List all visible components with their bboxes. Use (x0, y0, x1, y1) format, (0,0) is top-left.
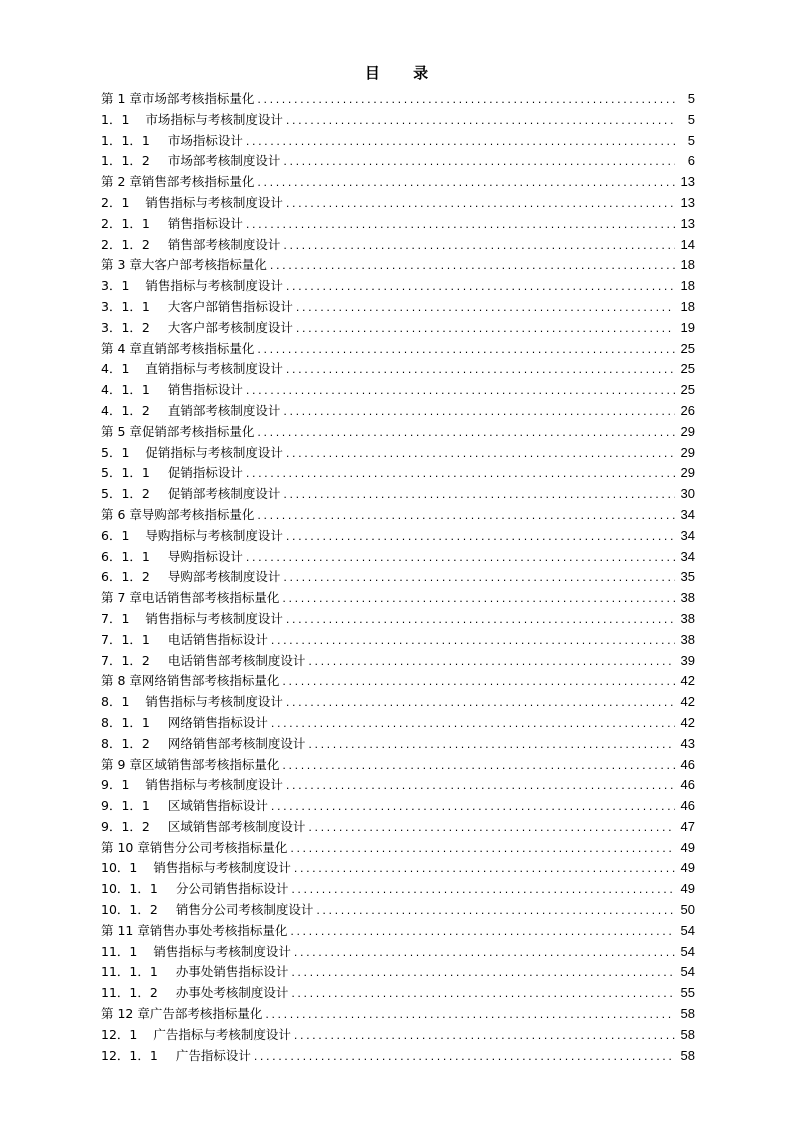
dot-leader (246, 548, 675, 569)
toc-entry-number: 12．1 (101, 1026, 138, 1042)
toc-entry-page-number: 38 (680, 631, 695, 647)
toc-section-entry[interactable] (101, 443, 695, 464)
toc-entry-page-number: 18 (680, 298, 695, 314)
dot-leader (296, 298, 675, 319)
toc-entry-title: 促销指标设计 (167, 465, 243, 481)
toc-entry-number: 6．1．1 (101, 548, 150, 564)
toc-entry-title: 第 10 章销售分公司考核指标量化 (101, 839, 288, 855)
toc-entry-number: 10．1．1 (101, 881, 158, 897)
toc-entry-title: 导购部考核制度设计 (167, 569, 281, 585)
toc-entry-page-number: 5 (687, 132, 695, 148)
toc-title: 目 录 (364, 64, 443, 82)
dot-leader (291, 880, 674, 901)
toc-entry-number: 9．1．2 (101, 818, 150, 834)
toc-entry-title: 大客户部考核制度设计 (167, 319, 293, 335)
toc-entry-page-number: 42 (680, 694, 695, 710)
toc-section-entry[interactable] (101, 110, 695, 131)
dot-leader (257, 340, 674, 361)
toc-entry-title: 市场指标设计 (167, 132, 243, 148)
toc-chapter-entry[interactable] (101, 255, 695, 276)
toc-entry-page-number: 5 (687, 111, 695, 127)
toc-entry-number: 10．1．2 (101, 902, 158, 918)
toc-entry-number: 9．1．1 (101, 798, 150, 814)
dot-leader (286, 360, 675, 381)
toc-entry-title: 第 1 章市场部考核指标量化 (101, 91, 255, 106)
toc-entry-page-number: 34 (680, 527, 695, 543)
toc-entry-page-number: 58 (680, 1026, 695, 1042)
toc-chapter-entry[interactable] (101, 422, 695, 443)
toc-entry-title: 广告指标设计 (175, 1047, 251, 1063)
dot-leader (294, 943, 675, 964)
toc-section-entry[interactable] (101, 983, 695, 1004)
toc-entry-number: 3．1．2 (101, 319, 150, 335)
toc-entry-page-number: 46 (680, 756, 695, 772)
toc-section-entry[interactable] (101, 962, 695, 983)
toc-entry-page-number: 58 (680, 1006, 695, 1022)
toc-chapter-entry[interactable] (101, 838, 695, 859)
toc-section-entry[interactable] (101, 817, 695, 838)
toc-entry-title: 第 3 章大客户部考核指标量化 (101, 257, 267, 273)
toc-section-entry[interactable] (101, 131, 695, 152)
toc-entry-page-number: 26 (680, 402, 695, 418)
toc-chapter-entry[interactable] (101, 671, 695, 692)
toc-entry-number: 11．1．2 (101, 985, 158, 1001)
toc-section-entry[interactable] (101, 359, 695, 380)
toc-entry-page-number: 25 (680, 382, 695, 398)
toc-section-entry[interactable] (101, 796, 695, 817)
toc-entry-number: 1．1．1 (101, 132, 150, 148)
dot-leader (286, 776, 675, 797)
toc-section-entry[interactable] (101, 567, 695, 588)
toc-section-entry[interactable] (101, 214, 695, 235)
toc-chapter-entry[interactable] (101, 1004, 695, 1025)
toc-entry-number: 8．1．1 (101, 714, 150, 730)
dot-leader (271, 714, 675, 735)
table-of-contents (101, 89, 695, 1066)
toc-entry-title: 销售部考核制度设计 (167, 236, 281, 252)
toc-entry-number: 12．1．1 (101, 1047, 158, 1063)
toc-entry-title: 第 2 章销售部考核指标量化 (101, 174, 255, 190)
toc-entry-title: 分公司销售指标设计 (175, 881, 289, 897)
toc-entry-page-number: 13 (680, 194, 695, 210)
dot-leader (294, 1026, 675, 1047)
toc-entry-title: 市场部考核制度设计 (167, 153, 281, 169)
dot-leader (308, 652, 674, 673)
toc-entry-page-number: 19 (680, 319, 695, 335)
toc-entry-page-number: 42 (680, 673, 695, 689)
toc-entry-number: 10．1 (101, 860, 138, 876)
dot-leader (257, 173, 674, 194)
dot-leader (283, 152, 675, 173)
toc-entry-number: 5．1．2 (101, 486, 150, 502)
dot-leader (271, 797, 675, 818)
toc-entry-title: 销售指标设计 (167, 382, 243, 398)
toc-section-entry[interactable] (101, 1025, 695, 1046)
toc-entry-title: 销售指标与考核制度设计 (153, 860, 291, 876)
dot-leader (308, 735, 674, 756)
toc-entry-title: 市场指标与考核制度设计 (145, 111, 283, 127)
dot-leader (286, 277, 675, 298)
dot-leader (257, 506, 674, 527)
dot-leader (246, 132, 675, 153)
toc-entry-page-number: 30 (680, 486, 695, 502)
toc-entry-page-number: 58 (680, 1047, 695, 1063)
toc-section-entry[interactable] (101, 609, 695, 630)
toc-section-entry[interactable] (101, 692, 695, 713)
toc-entry-title: 第 12 章广告部考核指标量化 (101, 1006, 263, 1022)
toc-entry-page-number: 13 (680, 215, 695, 231)
toc-entry-page-number: 5 (687, 91, 695, 106)
toc-entry-page-number: 29 (680, 423, 695, 439)
toc-section-entry[interactable] (101, 858, 695, 879)
dot-leader (316, 901, 674, 922)
dot-leader (282, 756, 674, 777)
dot-leader (286, 527, 675, 548)
toc-entry-title: 广告指标与考核制度设计 (153, 1026, 291, 1042)
toc-entry-title: 第 11 章销售办事处考核指标量化 (101, 922, 288, 938)
toc-section-entry[interactable] (101, 463, 695, 484)
toc-entry-page-number: 25 (680, 340, 695, 356)
toc-section-entry[interactable] (101, 380, 695, 401)
toc-section-entry[interactable] (101, 879, 695, 900)
toc-entry-title: 促销指标与考核制度设计 (145, 444, 283, 460)
dot-leader (271, 631, 675, 652)
toc-entry-page-number: 43 (680, 735, 695, 751)
toc-entry-title: 电话销售部考核制度设计 (167, 652, 306, 668)
toc-entry-title: 第 5 章促销部考核指标量化 (101, 423, 255, 439)
toc-entry-title: 网络销售指标设计 (167, 714, 268, 730)
dot-leader (294, 859, 675, 880)
dot-leader (257, 90, 675, 111)
dot-leader (265, 1005, 674, 1026)
toc-entry-number: 2．1 (101, 194, 130, 210)
toc-entry-title: 办事处考核制度设计 (175, 985, 289, 1001)
toc-entry-title: 区域销售指标设计 (167, 798, 268, 814)
toc-entry-page-number: 49 (680, 839, 695, 855)
toc-section-entry[interactable] (101, 734, 695, 755)
toc-entry-number: 6．1 (101, 527, 130, 543)
toc-entry-number: 5．1．1 (101, 465, 150, 481)
toc-chapter-entry[interactable] (101, 921, 695, 942)
toc-entry-page-number: 54 (680, 922, 695, 938)
toc-entry-title: 办事处销售指标设计 (175, 964, 289, 980)
toc-entry-title: 直销指标与考核制度设计 (145, 361, 283, 377)
dot-leader (286, 610, 675, 631)
dot-leader (286, 194, 675, 215)
toc-entry-number: 6．1．2 (101, 569, 150, 585)
toc-entry-page-number: 25 (680, 361, 695, 377)
dot-leader (291, 984, 674, 1005)
toc-section-entry[interactable] (101, 900, 695, 921)
toc-entry-page-number: 54 (680, 964, 695, 980)
toc-entry-page-number: 13 (680, 174, 695, 190)
toc-entry-number: 8．1．2 (101, 735, 150, 751)
toc-section-entry[interactable] (101, 775, 695, 796)
toc-entry-page-number: 50 (680, 902, 695, 918)
toc-entry-title: 网络销售部考核制度设计 (167, 735, 306, 751)
toc-entry-page-number: 49 (680, 860, 695, 876)
toc-entry-number: 2．1．2 (101, 236, 150, 252)
toc-chapter-entry[interactable] (101, 755, 695, 776)
dot-leader (254, 1047, 675, 1068)
dot-leader (290, 922, 674, 943)
toc-entry-title: 第 7 章电话销售部考核指标量化 (101, 590, 280, 606)
toc-section-entry[interactable] (101, 276, 695, 297)
toc-entry-number: 7．1．1 (101, 631, 150, 647)
dot-leader (308, 818, 674, 839)
toc-chapter-entry[interactable] (101, 89, 695, 110)
dot-leader (286, 111, 675, 132)
toc-entry-number: 8．1 (101, 694, 130, 710)
toc-entry-title: 第 8 章网络销售部考核指标量化 (101, 673, 280, 689)
dot-leader (290, 839, 674, 860)
dot-leader (286, 693, 675, 714)
toc-section-entry[interactable] (101, 547, 695, 568)
dot-leader (282, 672, 674, 693)
toc-entry-title: 销售指标与考核制度设计 (145, 194, 283, 210)
toc-entry-title: 销售指标与考核制度设计 (145, 694, 283, 710)
toc-section-entry[interactable] (101, 235, 695, 256)
toc-entry-title: 第 6 章导购部考核指标量化 (101, 506, 255, 522)
toc-entry-page-number: 49 (680, 881, 695, 897)
toc-entry-page-number: 18 (680, 278, 695, 294)
toc-entry-page-number: 14 (680, 236, 695, 252)
toc-chapter-entry[interactable] (101, 505, 695, 526)
toc-entry-page-number: 46 (680, 777, 695, 793)
dot-leader (286, 444, 675, 465)
toc-entry-number: 5．1 (101, 444, 130, 460)
toc-entry-page-number: 18 (680, 257, 695, 273)
toc-section-entry[interactable] (101, 297, 695, 318)
toc-entry-title: 销售指标与考核制度设计 (145, 610, 283, 626)
toc-entry-page-number: 35 (680, 569, 695, 585)
toc-entry-title: 导购指标设计 (167, 548, 243, 564)
toc-entry-title: 导购指标与考核制度设计 (145, 527, 283, 543)
dot-leader (283, 485, 674, 506)
toc-entry-title: 销售指标与考核制度设计 (153, 943, 291, 959)
toc-entry-title: 电话销售指标设计 (167, 631, 268, 647)
dot-leader (246, 215, 675, 236)
toc-entry-title: 大客户部销售指标设计 (167, 298, 293, 314)
toc-entry-title: 区域销售部考核制度设计 (167, 818, 306, 834)
dot-leader (291, 963, 674, 984)
dot-leader (282, 589, 674, 610)
dot-leader (296, 319, 675, 340)
toc-entry-title: 促销部考核制度设计 (167, 486, 281, 502)
toc-entry-number: 7．1．2 (101, 652, 150, 668)
toc-chapter-entry[interactable] (101, 588, 695, 609)
toc-entry-number: 1．1 (101, 111, 130, 127)
toc-section-entry[interactable] (101, 526, 695, 547)
toc-entry-page-number: 39 (680, 652, 695, 668)
toc-entry-title: 直销部考核制度设计 (167, 402, 281, 418)
toc-entry-number: 3．1．1 (101, 298, 150, 314)
toc-entry-page-number: 54 (680, 943, 695, 959)
toc-entry-number: 3．1 (101, 278, 130, 294)
toc-section-entry[interactable] (101, 318, 695, 339)
toc-entry-number: 4．1．2 (101, 402, 150, 418)
toc-entry-number: 9．1 (101, 777, 130, 793)
toc-entry-page-number: 38 (680, 590, 695, 606)
toc-entry-title: 第 9 章区域销售部考核指标量化 (101, 756, 280, 772)
toc-entry-title: 第 4 章直销部考核指标量化 (101, 340, 255, 356)
toc-entry-number: 11．1 (101, 943, 138, 959)
dot-leader (283, 402, 674, 423)
toc-entry-page-number: 42 (680, 714, 695, 730)
toc-chapter-entry[interactable] (101, 339, 695, 360)
toc-entry-title: 销售指标与考核制度设计 (145, 777, 283, 793)
toc-entry-page-number: 6 (687, 153, 695, 169)
toc-entry-page-number: 38 (680, 610, 695, 626)
toc-section-entry[interactable] (101, 193, 695, 214)
toc-entry-page-number: 34 (680, 506, 695, 522)
toc-entry-number: 1．1．2 (101, 153, 150, 169)
toc-section-entry[interactable] (101, 713, 695, 734)
dot-leader (257, 423, 674, 444)
toc-entry-number: 2．1．1 (101, 215, 150, 231)
dot-leader (283, 236, 674, 257)
dot-leader (283, 568, 674, 589)
toc-entry-page-number: 29 (680, 444, 695, 460)
toc-entry-number: 4．1．1 (101, 382, 150, 398)
toc-entry-page-number: 34 (680, 548, 695, 564)
toc-entry-page-number: 46 (680, 798, 695, 814)
toc-entry-number: 4．1 (101, 361, 130, 377)
toc-entry-page-number: 55 (680, 985, 695, 1001)
toc-section-entry[interactable] (101, 942, 695, 963)
toc-section-entry[interactable] (101, 401, 695, 422)
toc-section-entry[interactable] (101, 630, 695, 651)
toc-section-entry[interactable] (101, 1046, 695, 1067)
toc-entry-page-number: 47 (680, 818, 695, 834)
toc-section-entry[interactable] (101, 151, 695, 172)
toc-section-entry[interactable] (101, 484, 695, 505)
toc-chapter-entry[interactable] (101, 172, 695, 193)
dot-leader (246, 464, 675, 485)
toc-section-entry[interactable] (101, 651, 695, 672)
toc-entry-title: 销售指标与考核制度设计 (145, 278, 283, 294)
toc-entry-number: 11．1．1 (101, 964, 158, 980)
toc-entry-title: 销售指标设计 (167, 215, 243, 231)
dot-leader (246, 381, 675, 402)
toc-entry-number: 7．1 (101, 610, 130, 626)
dot-leader (270, 256, 675, 277)
toc-entry-page-number: 29 (680, 465, 695, 481)
toc-entry-title: 销售分公司考核制度设计 (175, 902, 314, 918)
